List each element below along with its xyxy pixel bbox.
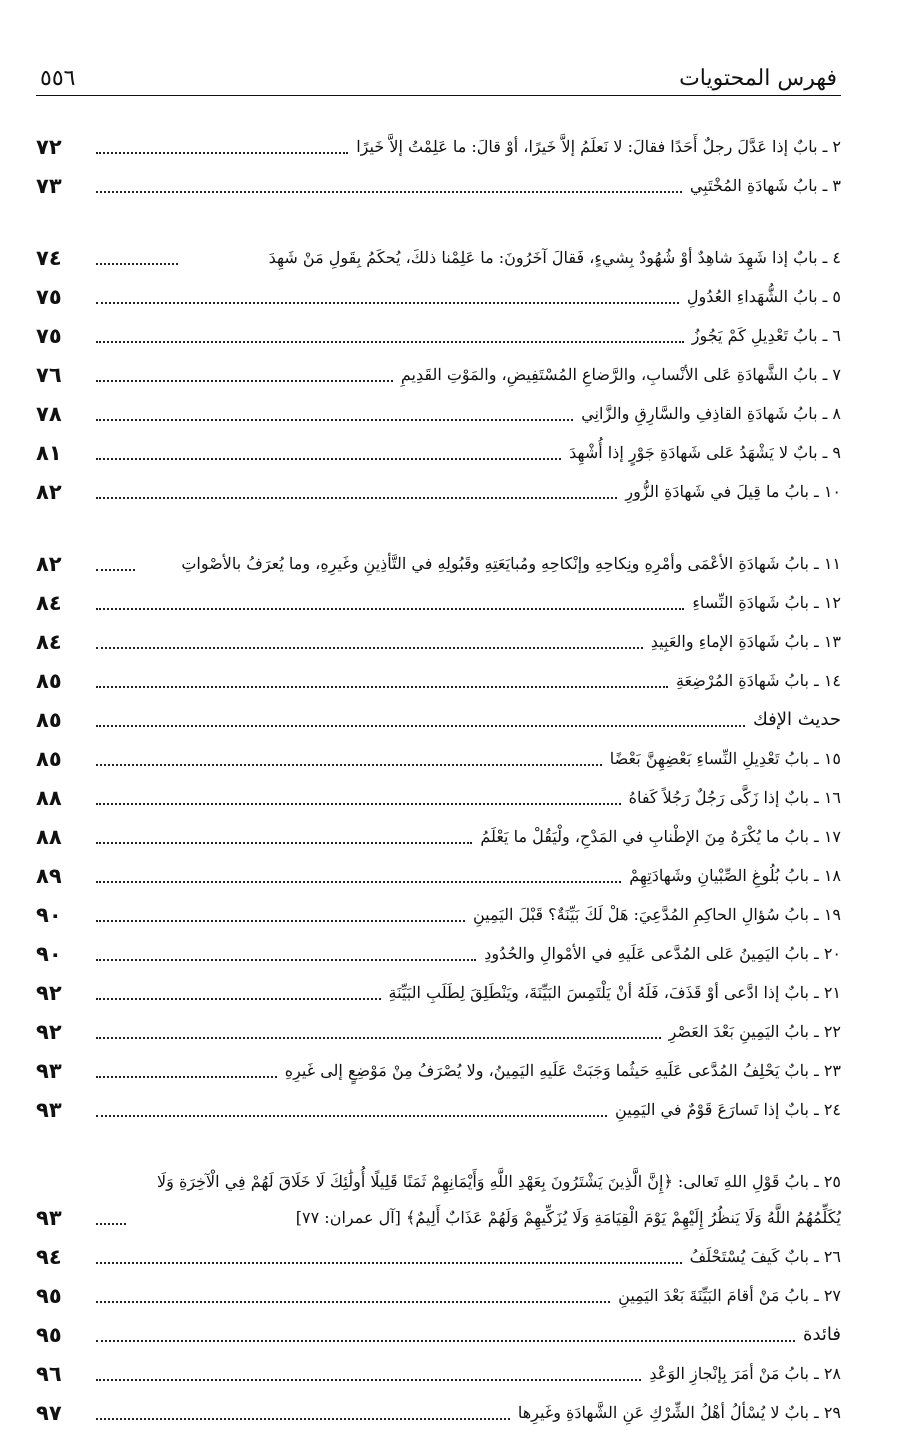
- dot-leader: [96, 496, 617, 499]
- toc-entry: [36, 816, 841, 855]
- dot-leader: [96, 340, 684, 343]
- toc-section-heading: حديث الإفك: [752, 709, 841, 730]
- dot-leader: [96, 841, 472, 844]
- toc-page-number: ٧٥: [36, 285, 62, 309]
- dot-leader: [96, 997, 381, 1000]
- toc-entry: [36, 1128, 841, 1236]
- toc-entry: [36, 1236, 841, 1275]
- toc-entry: [36, 1011, 841, 1050]
- running-title: فهرس المحتويات: [679, 66, 837, 91]
- toc-section-heading: فائدة: [803, 1324, 841, 1345]
- dot-leader: [96, 457, 561, 460]
- toc-entry: [36, 699, 841, 738]
- toc-entry: [36, 315, 841, 354]
- toc-page-number: ٩٠: [36, 942, 62, 966]
- toc-chapter-title: ٥ ـ بابُ الشُّهَداءِ العُدُولِ: [686, 287, 841, 306]
- dot-leader: [96, 301, 679, 304]
- toc-entry: [36, 777, 841, 816]
- toc-entry: [36, 1353, 841, 1392]
- toc-entry: [36, 393, 841, 432]
- toc-page-number: ٩٥: [36, 1284, 62, 1308]
- toc-entry: [36, 972, 841, 1011]
- toc-page-number: ٩٣: [36, 1098, 62, 1122]
- dot-leader: [96, 1222, 126, 1225]
- toc-chapter-title: ٢٤ ـ بابٌ إذا تَسارَعَ قَوْمٌ في اليَمِينِ: [615, 1100, 841, 1119]
- page-number: ٥٥٦: [40, 66, 76, 91]
- toc-chapter-title: ٢٣ ـ بابٌ يَحْلِفُ المُدَّعى عَلَيهِ حَيثُما وَجَبَتْ عَلَيهِ اليَمِينُ، ولا يُصْرَفُ مِنْ مَوْضِعٍ إلى غَيرِهِ: [284, 1061, 841, 1080]
- toc-page-number: ٨١: [36, 441, 62, 465]
- dot-leader: [96, 763, 602, 766]
- toc-chapter-title: ٢٢ ـ بابُ اليَمِينِ بَعْدَ العَصْرِ: [668, 1022, 841, 1041]
- dot-leader: [96, 1300, 610, 1303]
- dot-leader: [96, 802, 621, 805]
- toc-chapter-title: ٩ ـ بابٌ لا يَشْهَدُ عَلى شَهادَةِ جَوْرٍ إذا أُشْهِدَ: [569, 443, 841, 462]
- toc-chapter-title: ٣ ـ بابُ شَهادَةِ المُخْتَبِي: [689, 176, 841, 195]
- dot-leader: [96, 1261, 682, 1264]
- toc-chapter-title: ٢٩ ـ بابٌ لا يُسْألُ أهْلُ الشِّرْكِ عَنِ الشَّهادَةِ وغَيرِها: [517, 1403, 841, 1422]
- toc-entry: [36, 894, 841, 933]
- toc-entry: [36, 510, 841, 582]
- toc-chapter-title: ١٥ ـ بابُ تَعْدِيلِ النِّساءِ بَعْضِهِنَّ بَعْضًا: [609, 749, 841, 768]
- dot-leader: [96, 418, 573, 421]
- toc-page-number: ٩٦: [36, 1362, 62, 1386]
- dot-leader: [96, 1036, 661, 1039]
- dot-leader: [96, 919, 465, 922]
- toc-page-number: ٨٨: [36, 825, 62, 849]
- toc-entry: [36, 276, 841, 315]
- toc-chapter-title: ١٠ ـ بابُ ما قِيلَ في شَهادَةِ الزُّورِ: [625, 482, 841, 501]
- dot-leader: [96, 1114, 607, 1117]
- page-header: [36, 66, 841, 96]
- table-of-contents: [36, 126, 841, 1431]
- toc-page-number: ٨٥: [36, 708, 62, 732]
- toc-entry: [36, 855, 841, 894]
- toc-entry: [36, 1314, 841, 1353]
- toc-page-number: ٧٣: [36, 174, 62, 198]
- toc-page-number: ٩٧: [36, 1401, 62, 1425]
- toc-entry: [36, 1275, 841, 1314]
- toc-page-number: ٩٢: [36, 981, 62, 1005]
- toc-entry: [36, 933, 841, 972]
- dot-leader: [96, 568, 135, 571]
- toc-chapter-title: ٢٧ ـ بابُ مَنْ أقامَ البَيِّنَةَ بَعْدَ اليَمِينِ: [618, 1286, 841, 1305]
- dot-leader: [96, 262, 178, 265]
- toc-chapter-title: ٢٥ ـ بابُ قَوْلِ اللهِ تَعالى: ﴿إِنَّ الَّذِينَ يَشْتَرُونَ بِعَهْدِ اللَّهِ وَأَيْمَانِهِمْ ثَمَنًا قَلِيلًا أُولَٰئِكَ لَا خَلَاقَ لَهُمْ فِي الْآخِرَةِ وَلَا يُكَلِّمُهُمُ اللَّهُ وَلَا يَنظُرُ إِلَيْهِمْ يَوْمَ الْقِيَامَةِ وَلَا يُزَكِّيهِمْ وَلَهُمْ عَذَابٌ أَلِيمٌ﴾ [آل عمران: ٧٧]: [157, 1172, 841, 1227]
- toc-chapter-title: ١٩ ـ بابُ سُؤالِ الحاكِمِ المُدَّعِيَ: هَلْ لَكَ بَيِّنَةٌ؟ قَبْلَ اليَمِينِ: [473, 905, 841, 924]
- toc-page-number: ٨٤: [36, 591, 62, 615]
- toc-entry: [36, 204, 841, 276]
- toc-page-number: ٨٨: [36, 786, 62, 810]
- toc-entry: [36, 471, 841, 510]
- dot-leader: [96, 1417, 510, 1420]
- toc-chapter-title: ٢١ ـ بابٌ إذا ادَّعى أوْ قَذَفَ، فَلَهُ أنْ يَلْتَمِسَ البَيِّنَةَ، ويَنْطَلِقَ لِطَلَبِ البَيِّنَةِ: [388, 983, 841, 1002]
- dot-leader: [96, 646, 643, 649]
- toc-entry: [36, 582, 841, 621]
- toc-page-number: ٧٤: [36, 246, 62, 270]
- toc-page-number: ٩٣: [36, 1206, 62, 1230]
- dot-leader: [96, 1378, 641, 1381]
- toc-entry: [36, 660, 841, 699]
- toc-chapter-title: ١٤ ـ بابُ شَهادَةِ المُرْضِعَةِ: [675, 671, 841, 690]
- toc-chapter-title: ١٣ ـ بابُ شَهادَةِ الإماءِ والعَبِيدِ: [650, 632, 841, 651]
- toc-entry: [36, 738, 841, 777]
- toc-entry: [36, 432, 841, 471]
- dot-leader: [96, 607, 684, 610]
- toc-page-number: ٩٥: [36, 1323, 62, 1347]
- toc-chapter-title: ١٧ ـ بابُ ما يُكْرَهُ مِنَ الإطْنابِ في المَدْحِ، ولْيَقُلْ ما يَعْلَمُ: [480, 827, 841, 846]
- toc-entry: [36, 126, 841, 165]
- toc-chapter-title: ٨ ـ بابُ شَهادَةِ القاذِفِ والسَّارِقِ والزَّانِي: [581, 404, 841, 423]
- toc-entry: [36, 1392, 841, 1431]
- toc-chapter-title: ١٢ ـ بابُ شَهادَةِ النِّساءِ: [692, 593, 841, 612]
- dot-leader: [96, 685, 668, 688]
- toc-page-number: ٨٥: [36, 669, 62, 693]
- dot-leader: [96, 958, 476, 961]
- toc-entry: [36, 621, 841, 660]
- dot-leader: [96, 190, 682, 193]
- dot-leader: [96, 1339, 795, 1342]
- toc-chapter-title: ١٨ ـ بابُ بُلُوغِ الصِّبْيانِ وشَهادَتِهِمْ: [629, 866, 841, 885]
- toc-page-number: ٨٥: [36, 747, 62, 771]
- dot-leader: [96, 1075, 277, 1078]
- toc-entry: [36, 1050, 841, 1089]
- dot-leader: [96, 880, 621, 883]
- toc-chapter-title: ٢٠ ـ بابُ اليَمِينُ عَلى المُدَّعى عَلَيهِ في الأمْوالِ والحُدُودِ: [484, 944, 841, 963]
- toc-chapter-title: ٤ ـ بابٌ إذا شَهِدَ شاهِدٌ أوْ شُهُودٌ بِشيءٍ، فَقالَ آخَرُونَ: ما عَلِمْنا ذلكَ، يُحكَمُ بِقَولِ مَنْ شَهِدَ: [268, 248, 841, 267]
- toc-chapter-title: ١٦ ـ بابٌ إذا زَكَّى رَجُلٌ رَجُلاً كَفاهُ: [628, 788, 841, 807]
- toc-entry: [36, 165, 841, 204]
- toc-page-number: ٨٤: [36, 630, 62, 654]
- toc-page-number: ٧٥: [36, 324, 62, 348]
- toc-chapter-title: ٢٦ ـ بابٌ كَيفَ يُسْتَحْلَفُ: [689, 1247, 841, 1266]
- toc-chapter-title: ٦ ـ بابُ تَعْدِيلِ كَمْ يَجُوزُ: [691, 326, 841, 345]
- toc-chapter-title: ٢ ـ بابٌ إذا عَدَّلَ رجلٌ أَحَدًا فقالَ: لا نَعلَمُ إلاَّ خَيرًا، أوْ قالَ: ما عَلِمْتُ إلاَّ خَيرًا: [356, 137, 841, 156]
- toc-page-number: ٨٢: [36, 480, 62, 504]
- toc-page-number: ٧٨: [36, 402, 62, 426]
- toc-page-number: ٧٦: [36, 363, 62, 387]
- dot-leader: [96, 151, 348, 154]
- toc-page-number: ٩٣: [36, 1059, 62, 1083]
- toc-chapter-title: ١١ ـ بابُ شَهادَةِ الأعْمَى وأمْرِهِ ونِكاحِهِ وإنْكاحِهِ ومُبايَعَتِهِ وقَبُولِهِ في التَّأذِينِ وغَيرِهِ، وما يُعرَفُ بالأصْواتِ: [181, 554, 841, 573]
- toc-chapter-title: ٧ ـ بابُ الشَّهادَةِ عَلى الأنْسابِ، والرَّضاعِ المُسْتَفِيضِ، والمَوْتِ القَدِيمِ: [400, 365, 841, 384]
- dot-leader: [96, 379, 393, 382]
- toc-entry: [36, 354, 841, 393]
- toc-page-number: ٩٤: [36, 1245, 62, 1269]
- toc-entry: [36, 1089, 841, 1128]
- toc-page-number: ٩٢: [36, 1020, 62, 1044]
- toc-page-number: ٨٢: [35, 552, 62, 576]
- toc-page-number: ٧٢: [36, 135, 62, 159]
- toc-chapter-title: ٢٨ ـ بابُ مَنْ أمَرَ بِإنْجازِ الوَعْدِ: [649, 1364, 841, 1383]
- dot-leader: [96, 724, 745, 727]
- toc-page-number: ٨٩: [36, 864, 62, 888]
- toc-page-number: ٩٠: [36, 903, 62, 927]
